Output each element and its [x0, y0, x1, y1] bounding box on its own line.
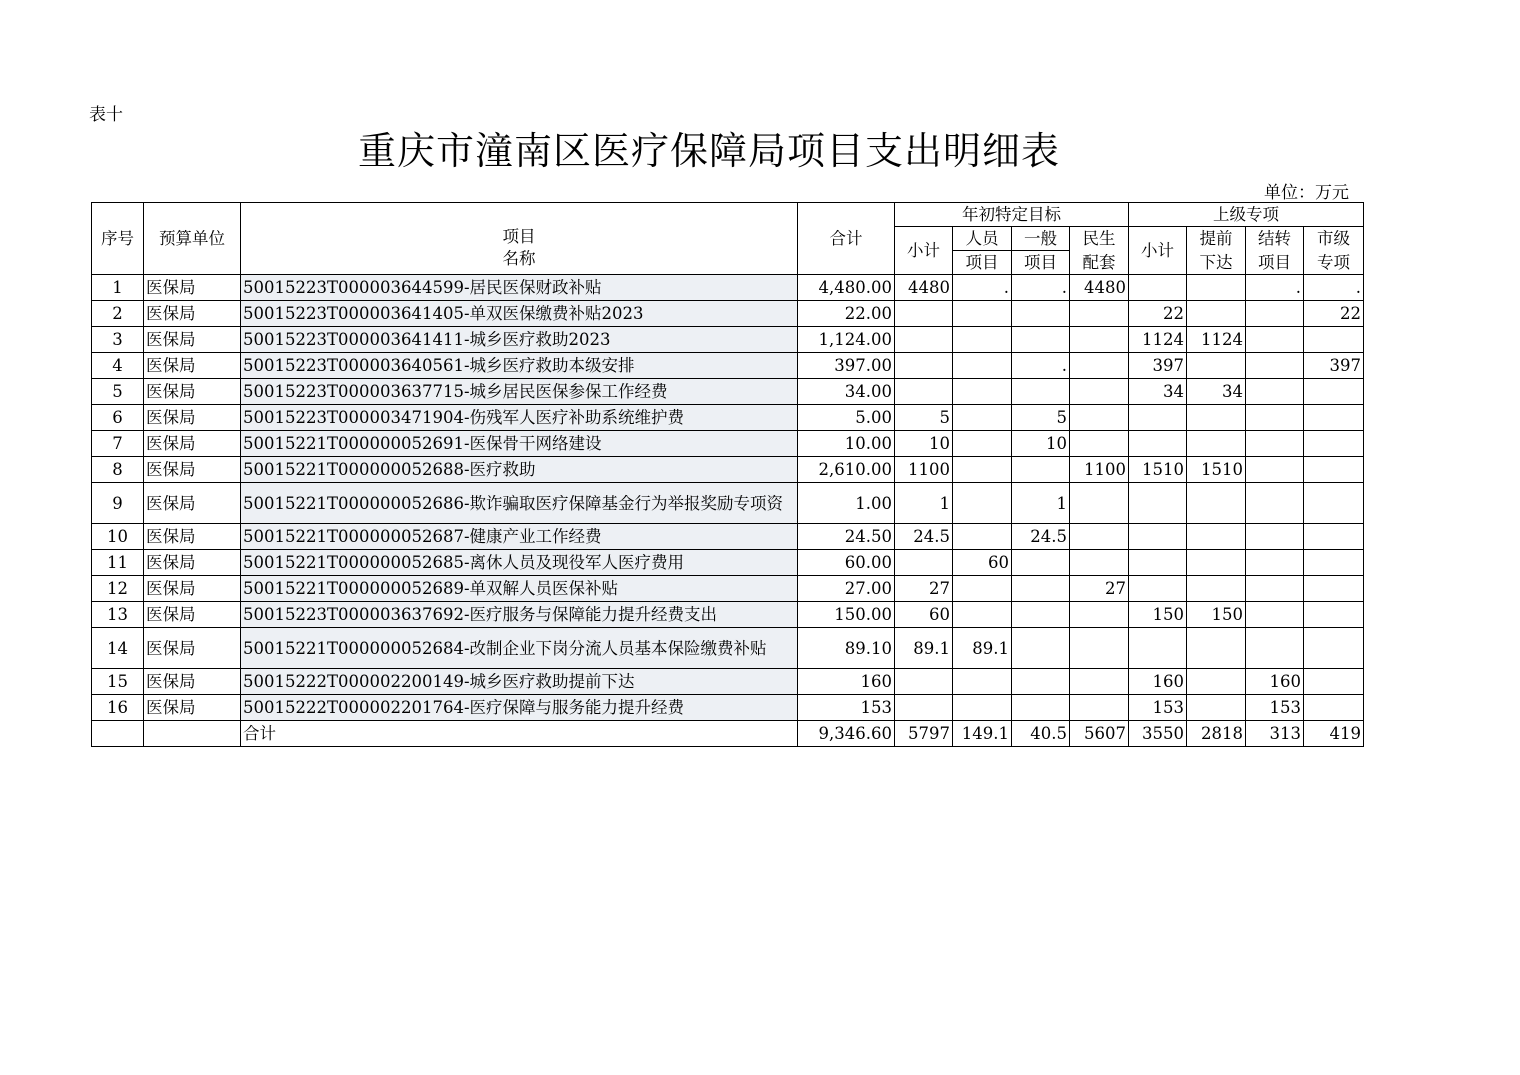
cell-project: 50015221T000000052686-欺诈骗取医疗保障基金行为举报奖励专项资 — [241, 483, 798, 524]
cell-project: 50015223T000003637692-医疗服务与保障能力提升经费支出 — [241, 602, 798, 628]
cell-seq: 12 — [92, 576, 144, 602]
header-row-1 — [92, 203, 1364, 227]
table-row — [92, 327, 1364, 353]
cell-seq: 5 — [92, 379, 144, 405]
cell-general — [1012, 695, 1070, 721]
cell-personnel — [953, 379, 1012, 405]
cell-seq: 3 — [92, 327, 144, 353]
cell-city — [1304, 405, 1364, 431]
totals-total: 9,346.60 — [798, 721, 895, 747]
cell-city: . — [1304, 275, 1364, 301]
cell-general: . — [1012, 275, 1070, 301]
cell-advance — [1187, 275, 1246, 301]
cell-advance: 34 — [1187, 379, 1246, 405]
header-carryover-line1: 结转 — [1246, 227, 1304, 251]
cell-target-subtotal: 27 — [895, 576, 953, 602]
totals-seq — [92, 721, 144, 747]
header-project-line2: 名称 — [502, 248, 536, 268]
cell-personnel — [953, 301, 1012, 327]
cell-project: 50015223T000003644599-居民医保财政补贴 — [241, 275, 798, 301]
cell-carryover — [1246, 431, 1304, 457]
cell-carryover — [1246, 483, 1304, 524]
cell-city — [1304, 327, 1364, 353]
table-row — [92, 483, 1364, 524]
cell-project: 50015221T000000052688-医疗救助 — [241, 457, 798, 483]
cell-project: 50015223T000003641405-单双医保缴费补贴2023 — [241, 301, 798, 327]
cell-total: 150.00 — [798, 602, 895, 628]
header-group-superior: 上级专项 — [1129, 203, 1364, 227]
cell-livelihood — [1070, 550, 1129, 576]
page-title: 重庆市潼南区医疗保障局项目支出明细表 — [358, 129, 1061, 173]
cell-total: 34.00 — [798, 379, 895, 405]
cell-advance — [1187, 483, 1246, 524]
cell-general — [1012, 550, 1070, 576]
cell-advance: 150 — [1187, 602, 1246, 628]
cell-target-subtotal — [895, 379, 953, 405]
cell-budget-unit: 医保局 — [144, 301, 241, 327]
cell-superior-subtotal: 1124 — [1129, 327, 1187, 353]
cell-city — [1304, 550, 1364, 576]
cell-seq: 10 — [92, 524, 144, 550]
cell-advance: 1124 — [1187, 327, 1246, 353]
cell-superior-subtotal — [1129, 431, 1187, 457]
cell-target-subtotal: 10 — [895, 431, 953, 457]
cell-personnel — [953, 405, 1012, 431]
totals-general: 40.5 — [1012, 721, 1070, 747]
cell-superior-subtotal: 397 — [1129, 353, 1187, 379]
cell-city — [1304, 524, 1364, 550]
cell-city — [1304, 576, 1364, 602]
header-target-subtotal: 小计 — [895, 227, 953, 275]
cell-general: 10 — [1012, 431, 1070, 457]
table-row — [92, 275, 1364, 301]
cell-carryover: 153 — [1246, 695, 1304, 721]
table-row — [92, 602, 1364, 628]
cell-livelihood — [1070, 602, 1129, 628]
cell-superior-subtotal — [1129, 483, 1187, 524]
cell-carryover — [1246, 379, 1304, 405]
cell-general — [1012, 669, 1070, 695]
cell-superior-subtotal: 22 — [1129, 301, 1187, 327]
header-total: 合计 — [798, 203, 895, 275]
table-row — [92, 524, 1364, 550]
cell-carryover — [1246, 353, 1304, 379]
cell-advance — [1187, 576, 1246, 602]
unit-label: 单位：万元 — [1264, 183, 1349, 203]
cell-superior-subtotal — [1129, 405, 1187, 431]
cell-budget-unit: 医保局 — [144, 550, 241, 576]
cell-budget-unit: 医保局 — [144, 669, 241, 695]
table-row — [92, 431, 1364, 457]
header-livelihood-line1: 民生 — [1070, 227, 1129, 251]
header-livelihood-line2: 配套 — [1070, 251, 1129, 275]
cell-personnel — [953, 457, 1012, 483]
cell-total: 5.00 — [798, 405, 895, 431]
cell-project: 50015222T000002200149-城乡医疗救助提前下达 — [241, 669, 798, 695]
header-project-line1: 项目 — [502, 226, 536, 246]
cell-total: 10.00 — [798, 431, 895, 457]
cell-total: 1,124.00 — [798, 327, 895, 353]
cell-target-subtotal: 1 — [895, 483, 953, 524]
cell-advance: 1510 — [1187, 457, 1246, 483]
cell-carryover — [1246, 457, 1304, 483]
cell-project: 50015223T000003640561-城乡医疗救助本级安排 — [241, 353, 798, 379]
cell-general — [1012, 628, 1070, 669]
expenditure-table — [91, 202, 1364, 747]
cell-general — [1012, 602, 1070, 628]
table-row — [92, 379, 1364, 405]
cell-target-subtotal — [895, 669, 953, 695]
cell-carryover — [1246, 327, 1304, 353]
cell-city — [1304, 695, 1364, 721]
cell-city — [1304, 628, 1364, 669]
table-row — [92, 695, 1364, 721]
cell-superior-subtotal: 153 — [1129, 695, 1187, 721]
cell-project: 50015223T000003637715-城乡居民医保参保工作经费 — [241, 379, 798, 405]
totals-superior-subtotal: 3550 — [1129, 721, 1187, 747]
cell-target-subtotal — [895, 327, 953, 353]
cell-livelihood — [1070, 405, 1129, 431]
header-city-line2: 专项 — [1304, 251, 1364, 275]
cell-total: 1.00 — [798, 483, 895, 524]
cell-seq: 6 — [92, 405, 144, 431]
cell-advance — [1187, 405, 1246, 431]
cell-target-subtotal — [895, 550, 953, 576]
cell-livelihood — [1070, 353, 1129, 379]
cell-livelihood — [1070, 431, 1129, 457]
cell-superior-subtotal — [1129, 576, 1187, 602]
cell-seq: 13 — [92, 602, 144, 628]
cell-city — [1304, 669, 1364, 695]
cell-target-subtotal: 89.1 — [895, 628, 953, 669]
cell-total: 22.00 — [798, 301, 895, 327]
cell-total: 153 — [798, 695, 895, 721]
cell-superior-subtotal — [1129, 550, 1187, 576]
cell-personnel: 60 — [953, 550, 1012, 576]
cell-seq: 15 — [92, 669, 144, 695]
cell-seq: 11 — [92, 550, 144, 576]
cell-total: 160 — [798, 669, 895, 695]
cell-personnel — [953, 602, 1012, 628]
table-row — [92, 576, 1364, 602]
cell-budget-unit: 医保局 — [144, 353, 241, 379]
cell-advance — [1187, 669, 1246, 695]
cell-personnel — [953, 576, 1012, 602]
header-seq: 序号 — [92, 203, 144, 275]
totals-label: 合计 — [241, 721, 798, 747]
cell-project: 50015221T000000052689-单双解人员医保补贴 — [241, 576, 798, 602]
table-row — [92, 405, 1364, 431]
cell-seq: 9 — [92, 483, 144, 524]
cell-target-subtotal — [895, 301, 953, 327]
cell-seq: 14 — [92, 628, 144, 669]
cell-city — [1304, 431, 1364, 457]
header-general-line2: 项目 — [1012, 251, 1070, 275]
cell-seq: 4 — [92, 353, 144, 379]
cell-livelihood — [1070, 524, 1129, 550]
cell-livelihood — [1070, 669, 1129, 695]
cell-total: 2,610.00 — [798, 457, 895, 483]
cell-city: 397 — [1304, 353, 1364, 379]
cell-livelihood — [1070, 327, 1129, 353]
cell-budget-unit: 医保局 — [144, 327, 241, 353]
header-personnel-line2: 项目 — [953, 251, 1012, 275]
cell-advance — [1187, 695, 1246, 721]
cell-target-subtotal: 5 — [895, 405, 953, 431]
cell-livelihood — [1070, 628, 1129, 669]
cell-total: 27.00 — [798, 576, 895, 602]
cell-total: 60.00 — [798, 550, 895, 576]
cell-personnel — [953, 327, 1012, 353]
cell-personnel — [953, 695, 1012, 721]
totals-livelihood: 5607 — [1070, 721, 1129, 747]
totals-carryover: 313 — [1246, 721, 1304, 747]
cell-carryover — [1246, 524, 1304, 550]
cell-livelihood — [1070, 695, 1129, 721]
cell-livelihood — [1070, 301, 1129, 327]
cell-superior-subtotal: 34 — [1129, 379, 1187, 405]
cell-budget-unit: 医保局 — [144, 695, 241, 721]
cell-project: 50015223T000003641411-城乡医疗救助2023 — [241, 327, 798, 353]
cell-livelihood: 27 — [1070, 576, 1129, 602]
cell-superior-subtotal: 160 — [1129, 669, 1187, 695]
table-row — [92, 550, 1364, 576]
cell-city — [1304, 457, 1364, 483]
cell-seq: 8 — [92, 457, 144, 483]
totals-city: 419 — [1304, 721, 1364, 747]
cell-personnel: . — [953, 275, 1012, 301]
header-superior-subtotal: 小计 — [1129, 227, 1187, 275]
cell-budget-unit: 医保局 — [144, 405, 241, 431]
header-group-target: 年初特定目标 — [895, 203, 1129, 227]
totals-advance: 2818 — [1187, 721, 1246, 747]
cell-target-subtotal — [895, 353, 953, 379]
cell-project: 50015222T000002201764-医疗保障与服务能力提升经费 — [241, 695, 798, 721]
cell-city — [1304, 602, 1364, 628]
cell-general — [1012, 457, 1070, 483]
cell-carryover — [1246, 628, 1304, 669]
cell-carryover — [1246, 576, 1304, 602]
cell-personnel — [953, 353, 1012, 379]
cell-general: 5 — [1012, 405, 1070, 431]
cell-target-subtotal: 24.5 — [895, 524, 953, 550]
cell-carryover — [1246, 301, 1304, 327]
cell-carryover: 160 — [1246, 669, 1304, 695]
cell-personnel — [953, 483, 1012, 524]
cell-target-subtotal — [895, 695, 953, 721]
cell-superior-subtotal — [1129, 524, 1187, 550]
header-carryover-line2: 项目 — [1246, 251, 1304, 275]
cell-total: 89.10 — [798, 628, 895, 669]
cell-livelihood — [1070, 483, 1129, 524]
cell-total: 24.50 — [798, 524, 895, 550]
cell-personnel — [953, 669, 1012, 695]
header-advance-line2: 下达 — [1187, 251, 1246, 275]
cell-project: 50015221T000000052684-改制企业下岗分流人员基本保险缴费补贴 — [241, 628, 798, 669]
cell-livelihood: 1100 — [1070, 457, 1129, 483]
cell-advance — [1187, 353, 1246, 379]
cell-city — [1304, 379, 1364, 405]
cell-budget-unit: 医保局 — [144, 431, 241, 457]
cell-project: 50015221T000000052687-健康产业工作经费 — [241, 524, 798, 550]
cell-superior-subtotal: 1510 — [1129, 457, 1187, 483]
cell-carryover — [1246, 405, 1304, 431]
table-row — [92, 353, 1364, 379]
cell-budget-unit: 医保局 — [144, 576, 241, 602]
cell-general: 1 — [1012, 483, 1070, 524]
header-city-line1: 市级 — [1304, 227, 1364, 251]
cell-superior-subtotal — [1129, 275, 1187, 301]
cell-advance — [1187, 550, 1246, 576]
table-row — [92, 457, 1364, 483]
cell-budget-unit: 医保局 — [144, 483, 241, 524]
table-row — [92, 628, 1364, 669]
cell-advance — [1187, 301, 1246, 327]
cell-seq: 7 — [92, 431, 144, 457]
cell-general — [1012, 301, 1070, 327]
cell-general — [1012, 327, 1070, 353]
table-number: 表十 — [89, 105, 123, 125]
cell-city — [1304, 483, 1364, 524]
cell-carryover: . — [1246, 275, 1304, 301]
cell-seq: 1 — [92, 275, 144, 301]
cell-seq: 16 — [92, 695, 144, 721]
totals-unit — [144, 721, 241, 747]
table-row — [92, 301, 1364, 327]
cell-personnel — [953, 524, 1012, 550]
cell-superior-subtotal: 150 — [1129, 602, 1187, 628]
header-project — [241, 203, 798, 275]
cell-personnel — [953, 431, 1012, 457]
cell-superior-subtotal — [1129, 628, 1187, 669]
cell-project: 50015221T000000052685-离休人员及现役军人医疗费用 — [241, 550, 798, 576]
cell-livelihood — [1070, 379, 1129, 405]
cell-budget-unit: 医保局 — [144, 379, 241, 405]
table-body — [92, 275, 1364, 721]
cell-advance — [1187, 628, 1246, 669]
cell-target-subtotal: 1100 — [895, 457, 953, 483]
cell-carryover — [1246, 602, 1304, 628]
cell-general: . — [1012, 353, 1070, 379]
cell-budget-unit: 医保局 — [144, 628, 241, 669]
cell-target-subtotal: 4480 — [895, 275, 953, 301]
cell-budget-unit: 医保局 — [144, 457, 241, 483]
cell-general — [1012, 379, 1070, 405]
cell-advance — [1187, 524, 1246, 550]
cell-general — [1012, 576, 1070, 602]
cell-total: 397.00 — [798, 353, 895, 379]
cell-general: 24.5 — [1012, 524, 1070, 550]
table-row — [92, 669, 1364, 695]
header-budget-unit: 预算单位 — [144, 203, 241, 275]
cell-livelihood: 4480 — [1070, 275, 1129, 301]
cell-target-subtotal: 60 — [895, 602, 953, 628]
cell-budget-unit: 医保局 — [144, 602, 241, 628]
totals-personnel: 149.1 — [953, 721, 1012, 747]
cell-city: 22 — [1304, 301, 1364, 327]
header-personnel-line1: 人员 — [953, 227, 1012, 251]
cell-project: 50015223T000003471904-伤残军人医疗补助系统维护费 — [241, 405, 798, 431]
header-advance-line1: 提前 — [1187, 227, 1246, 251]
cell-project: 50015221T000000052691-医保骨干网络建设 — [241, 431, 798, 457]
cell-budget-unit: 医保局 — [144, 275, 241, 301]
cell-personnel: 89.1 — [953, 628, 1012, 669]
cell-total: 4,480.00 — [798, 275, 895, 301]
cell-carryover — [1246, 550, 1304, 576]
cell-advance — [1187, 431, 1246, 457]
totals-row — [92, 721, 1364, 747]
cell-seq: 2 — [92, 301, 144, 327]
header-general-line1: 一般 — [1012, 227, 1070, 251]
totals-target-subtotal: 5797 — [895, 721, 953, 747]
cell-budget-unit: 医保局 — [144, 524, 241, 550]
